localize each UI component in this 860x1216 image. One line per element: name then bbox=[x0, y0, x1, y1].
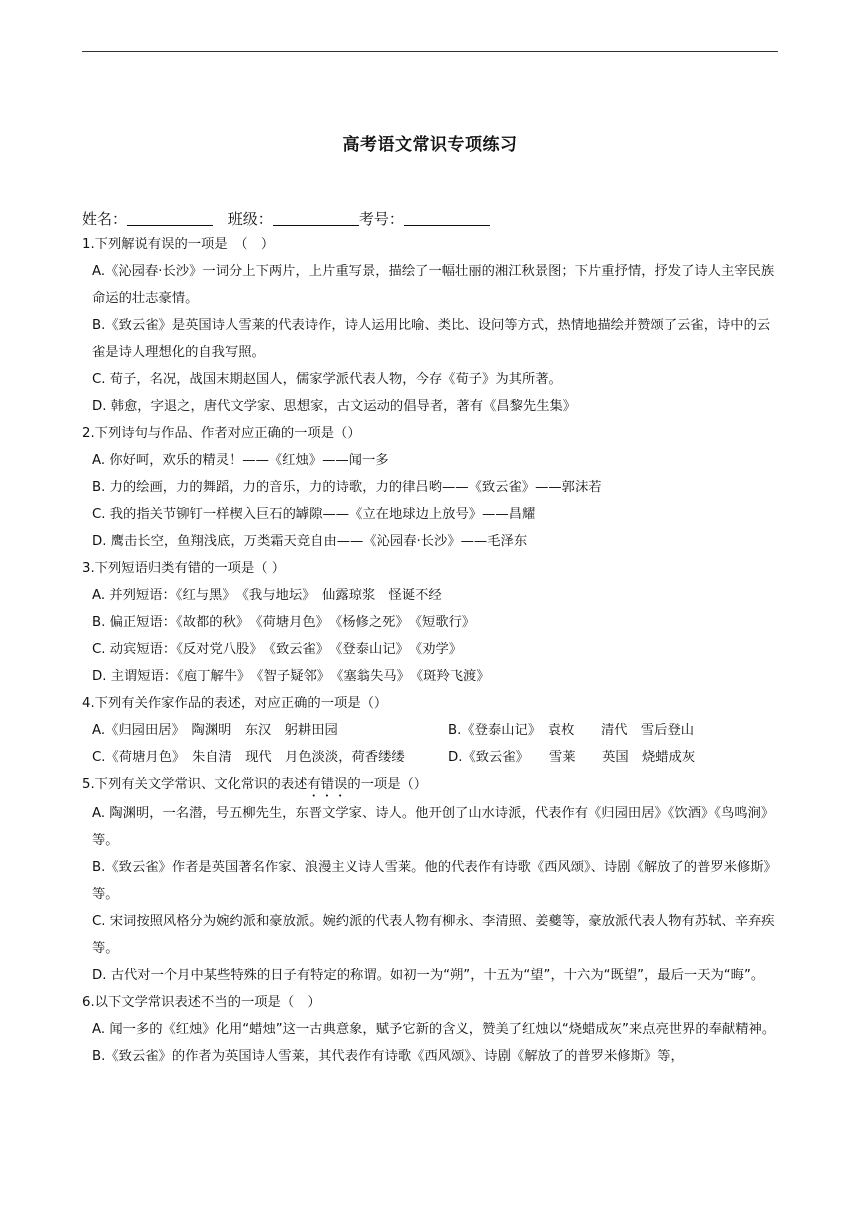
class-label: 班级： bbox=[227, 210, 273, 228]
question-stem: 2.下列诗句与作品、作者对应正确的一项是（） bbox=[82, 426, 361, 441]
option-b: B.《登泰山记》 袁枚 清代 雪后登山 bbox=[448, 723, 695, 738]
option-d: D. 古代对一个月中某些特殊的日子有特定的称谓。如初一为“朔”，十五为“望”，十六为“既望”，最后一天为“晦”。 bbox=[92, 968, 765, 983]
question-stem: 4.下列有关作家作品的表述，对应正确的一项是（） bbox=[82, 696, 388, 711]
page-title: 高考语文常识专项练习 bbox=[342, 135, 518, 155]
option-b: B.《致云雀》是英国诗人雪莱的代表诗作，诗人运用比喻、类比、设问等方式，热情地描绘并赞颂了云雀，诗中的云雀是诗人理想化的自我写照。 bbox=[92, 318, 771, 360]
option-row bbox=[82, 744, 782, 771]
option-c: C.《荷塘月色》 朱自清 现代 月色淡淡，荷香缕缕 bbox=[92, 750, 405, 765]
option-a: A.《归园田居》 陶渊明 东汉 躬耕田园 bbox=[92, 723, 338, 738]
option-a: A. 陶渊明，一名潜，号五柳先生，东晋文学家、诗人。他开创了山水诗派，代表作有《归园田居》《饮酒》《鸟鸣涧》等。 bbox=[92, 806, 775, 848]
question-stem: 6.以下文学常识表述不当的一项是（ ） bbox=[82, 995, 321, 1010]
option-a: A. 你好呵，欢乐的精灵！——《红烛》——闻一多 bbox=[92, 453, 389, 468]
option-b: B. 偏正短语：《故都的秋》 《荷塘月色》 《杨修之死》 《短歌行》 bbox=[92, 615, 476, 630]
option-d: D. 韩愈，字退之，唐代文学家、思想家，古文运动的倡导者，著有《昌黎先生集》 bbox=[92, 399, 577, 414]
name-blank bbox=[127, 211, 213, 226]
option-c: C. 我的指关节铆钉一样楔入巨石的罅隙——《立在地球边上放号》——昌耀 bbox=[92, 507, 536, 522]
option-b: B.《致云雀》的作者为英国诗人雪莱，其代表作有诗歌《西风颂》、诗剧《解放了的普罗米修斯》等， bbox=[92, 1049, 684, 1064]
exam-no-label: 考号： bbox=[358, 210, 404, 228]
option-a: A. 并列短语：《红与黑》 《我与地坛》 仙露琼浆 怪诞不经 bbox=[92, 588, 442, 603]
question-stem bbox=[82, 771, 782, 800]
question-stem: 3.下列短语归类有错的一项是（ ） bbox=[82, 561, 286, 576]
option-d: D.《致云雀》 雪莱 英国 烧蜡成灰 bbox=[448, 750, 696, 765]
option-c: C. 荀子，名况，战国末期赵国人，儒家学派代表人物，今存《荀子》为其所著。 bbox=[92, 372, 562, 387]
option-b: B.《致云雀》作者是英国著名作家、浪漫主义诗人雪莱。他的代表作有诗歌《西风颂》、诗剧《解放了的普罗米修斯》等。 bbox=[92, 860, 777, 902]
header-rule bbox=[82, 51, 778, 52]
option-c: C. 动宾短语：《反对党八股》 《致云雀》 《登泰山记》 《劝学》 bbox=[92, 642, 463, 657]
stem-text: 的一项是（） bbox=[347, 777, 428, 792]
option-c: C. 宋词按照风格分为婉约派和豪放派。婉约派的代表人物有柳永、李清照、姜夔等，豪放派代表人物有苏轼、辛弃疾等。 bbox=[92, 914, 775, 956]
option-d: D. 鹰击长空，鱼翔浅底，万类霜天竞自由——《沁园春·长沙》——毛泽东 bbox=[92, 534, 528, 549]
option-a: A. 闻一多的《红烛》化用“蜡烛”这一古典意象，赋予它新的含义，赞美了红烛以“烧蜡成灰”来点亮世界的奉献精神。 bbox=[92, 1022, 776, 1037]
emphasized-text: 有错误 bbox=[307, 777, 348, 792]
class-blank bbox=[273, 211, 359, 226]
option-a: A.《沁园春·长沙》一词分上下两片，上片重写景，描绘了一幅壮丽的湘江秋景图；下片重抒情，抒发了诗人主宰民族命运的壮志豪情。 bbox=[92, 264, 775, 306]
name-label: 姓名： bbox=[82, 210, 128, 228]
question-stem: 1.下列解说有误的一项是 （ ） bbox=[82, 237, 275, 252]
stem-text: 5.下列有关文学常识、文化常识的表述 bbox=[82, 777, 308, 792]
option-d: D. 主谓短语：《庖丁解牛》 《智子疑邻》 《塞翁失马》 《斑羚飞渡》 bbox=[92, 669, 490, 684]
student-info-line bbox=[82, 208, 490, 229]
exam-no-blank bbox=[404, 211, 490, 226]
question-list bbox=[82, 231, 782, 1070]
option-b: B. 力的绘画，力的舞蹈，力的音乐，力的诗歌，力的律吕哟——《致云雀》——郭沫若 bbox=[92, 480, 602, 495]
option-row bbox=[82, 717, 782, 744]
